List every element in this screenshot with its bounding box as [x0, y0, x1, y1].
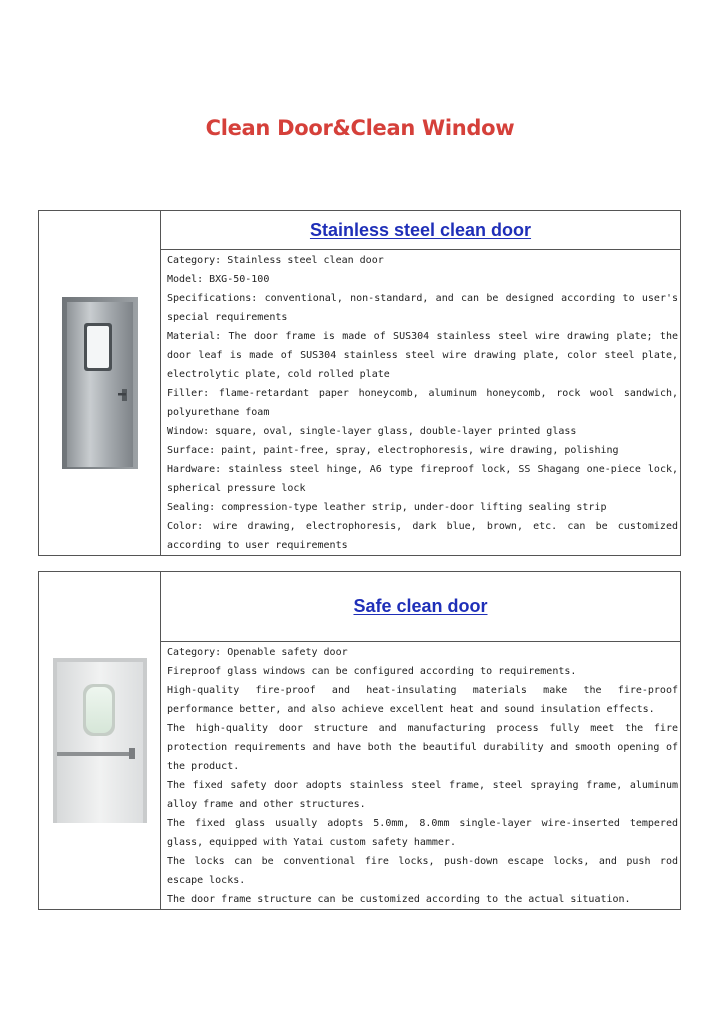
spec-line: Color: wire drawing, electrophoresis, dark blue, brown, etc. can be customized according to user requirements	[167, 521, 678, 551]
stainless-steel-door-image	[62, 297, 138, 469]
product-image-cell	[39, 211, 161, 556]
product-spec-cell	[161, 642, 681, 910]
spec-line: Category: Openable safety door	[167, 647, 348, 658]
spec-line: The fixed safety door adopts stainless steel frame, steel spraying frame, aluminum alloy frame and other structures.	[167, 780, 678, 810]
spec-line: The door frame structure can be customized according to the actual situation.	[167, 894, 631, 905]
spec-line: Sealing: compression-type leather strip, under-door lifting sealing strip	[167, 502, 607, 513]
page-title: Clean Door&Clean Window	[205, 116, 515, 140]
product-spec-cell	[161, 250, 681, 556]
product-image-cell	[39, 572, 161, 910]
safety-door-image	[53, 658, 147, 823]
spec-line: Material: The door frame is made of SUS304 stainless steel wire drawing plate; the door leaf is made of SUS304 stainless steel wire drawing plate, color steel plate, electrolytic plate, cold rolled plate	[167, 331, 678, 380]
spec-line: The high-quality door structure and manufacturing process fully meet the fire protection requirements and have both the beautiful durability and smooth opening of the product.	[167, 723, 678, 772]
product-heading-link[interactable]: Safe clean door	[353, 596, 488, 616]
spec-line: Filler: flame-retardant paper honeycomb, aluminum honeycomb, rock wool sandwich, polyurethane foam	[167, 388, 678, 418]
product-table-stainless-door	[38, 210, 681, 556]
spec-line: Surface: paint, paint-free, spray, electrophoresis, wire drawing, polishing	[167, 445, 619, 456]
spec-line: Hardware: stainless steel hinge, A6 type fireproof lock, SS Shagang one-piece lock, spherical pressure lock	[167, 464, 678, 494]
spec-line: High-quality fire-proof and heat-insulating materials make the fire-proof performance better, and also achieve excellent heat and sound insulation effects.	[167, 685, 678, 715]
spec-line: Specifications: conventional, non-standard, and can be designed according to user's special requirements	[167, 293, 678, 323]
spec-line: Category: Stainless steel clean door	[167, 255, 384, 266]
spec-line: Fireproof glass windows can be configured according to requirements.	[167, 666, 577, 677]
spec-line: The locks can be conventional fire locks, push-down escape locks, and push rod escape locks.	[167, 856, 678, 886]
spec-line: Model: BXG-50-100	[167, 274, 270, 285]
spec-line: Window: square, oval, single-layer glass, double-layer printed glass	[167, 426, 577, 437]
product-heading-cell	[161, 211, 681, 250]
product-heading-link[interactable]: Stainless steel clean door	[309, 219, 532, 240]
spec-line: The fixed glass usually adopts 5.0mm, 8.0mm single-layer wire-inserted tempered glass, equipped with Yatai custom safety hammer.	[167, 818, 678, 848]
product-heading-cell	[161, 572, 681, 642]
product-table-safety-door	[38, 571, 681, 910]
